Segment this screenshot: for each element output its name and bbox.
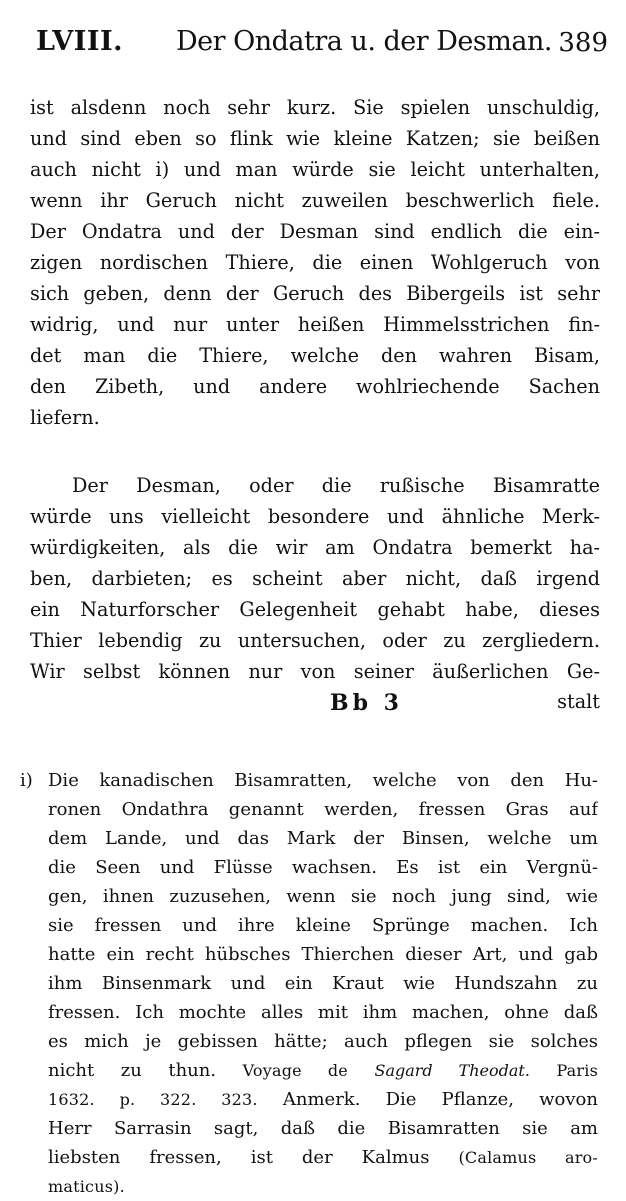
citation-pages: 1632. p. 322. 323.: [48, 1090, 258, 1109]
catchword: stalt: [557, 690, 600, 713]
footnote-line: [48, 1085, 598, 1114]
running-title: Der Ondatra u. der Desman.: [176, 26, 552, 57]
footnote-line: [48, 1056, 598, 1085]
footnote-line: gen, ihnen zuzusehen, wenn sie noch jung sind, wie: [48, 886, 598, 907]
page-header: [36, 22, 608, 66]
footnote-line: fressen. Ich mochte alles mit ihm machen, ohne daß: [48, 1002, 598, 1023]
citation-author: Sagard Theodat.: [374, 1061, 530, 1080]
page-number: 389: [558, 28, 608, 58]
text-line: zigen nordischen Thiere, die einen Wohlgeruch von: [30, 251, 600, 274]
footnote-segment: liebsten fressen, ist der Kalmus: [48, 1147, 430, 1168]
footnote-line: Herr Sarrasin sagt, daß die Bisamratten sie am: [48, 1118, 598, 1139]
signature-mark: Bb 3: [330, 690, 403, 716]
text-line: widrig, und nur unter heißen Himmelsstrichen fin-: [30, 313, 600, 336]
text-line: liefern.: [30, 406, 100, 429]
footnote-line: dem Lande, und das Mark der Binsen, welche um: [48, 828, 598, 849]
footnote-segment: nicht zu thun.: [48, 1060, 217, 1081]
footnote-line: die Seen und Flüsse wachsen. Es ist ein Vergnü-: [48, 857, 598, 878]
footnote-marker: i): [20, 770, 33, 791]
footnote-line: hatte ein recht hübsches Thierchen dieser Art, und gab: [48, 944, 598, 965]
chapter-number: LVIII.: [36, 26, 124, 57]
footnote-line: [48, 1143, 598, 1172]
text-line: sich geben, denn der Geruch des Bibergeils ist sehr: [30, 282, 600, 305]
footnote-line: ihm Binsenmark und ein Kraut wie Hundszahn zu: [48, 973, 598, 994]
footnote-segment: Anmerk. Die Pflanze, wovon: [282, 1089, 598, 1110]
text-line: Der Desman, oder die rußische Bisamratte: [72, 474, 600, 497]
text-line: würdigkeiten, als die wir am Ondatra bemerkt ha-: [30, 536, 600, 559]
footnote-line: Die kanadischen Bisamratten, welche von den Hu-: [48, 770, 598, 791]
text-line: ist alsdenn noch sehr kurz. Sie spielen unschuldig,: [30, 96, 600, 119]
footnote-text: [48, 766, 598, 1201]
text-line: und sind eben so flink wie kleine Katzen; sie beißen: [30, 127, 600, 150]
text-line: würde uns vielleicht besondere und ähnliche Merk-: [30, 505, 600, 528]
latin-name: maticus).: [48, 1177, 125, 1196]
footnote-line: sie fressen und ihre kleine Sprünge machen. Ich: [48, 915, 598, 936]
paragraph-2: [30, 470, 600, 687]
text-line: wenn ihr Geruch nicht zuweilen beschwerlich fiele.: [30, 189, 600, 212]
footnote-line: ronen Ondathra genannt werden, fressen Gras auf: [48, 799, 598, 820]
footnote-line: [48, 1172, 598, 1201]
text-line: det man die Thiere, welche den wahren Bisam,: [30, 344, 600, 367]
text-line: Thier lebendig zu untersuchen, oder zu zergliedern.: [30, 629, 600, 652]
text-line: den Zibeth, und andere wohlriechende Sachen: [30, 375, 600, 398]
text-line: ein Naturforscher Gelegenheit gehabt habe, dieses: [30, 598, 600, 621]
catch-line: [30, 690, 600, 724]
text-line: Wir selbst können nur von seiner äußerlichen Ge-: [30, 660, 600, 683]
text-line: ben, darbieten; es scheint aber nicht, daß irgend: [30, 567, 600, 590]
footnote-line: es mich je gebissen hätte; auch pflegen sie solches: [48, 1031, 598, 1052]
latin-name: (Calamus aro-: [458, 1148, 598, 1167]
footnote: [20, 766, 598, 1201]
text-line: auch nicht i) und man würde sie leicht unterhalten,: [30, 158, 600, 181]
paragraph-1: [30, 92, 600, 433]
citation-text: Voyage de: [242, 1061, 348, 1080]
text-line: Der Ondatra und der Desman sind endlich die ein-: [30, 220, 600, 243]
citation-place: Paris: [556, 1061, 598, 1080]
